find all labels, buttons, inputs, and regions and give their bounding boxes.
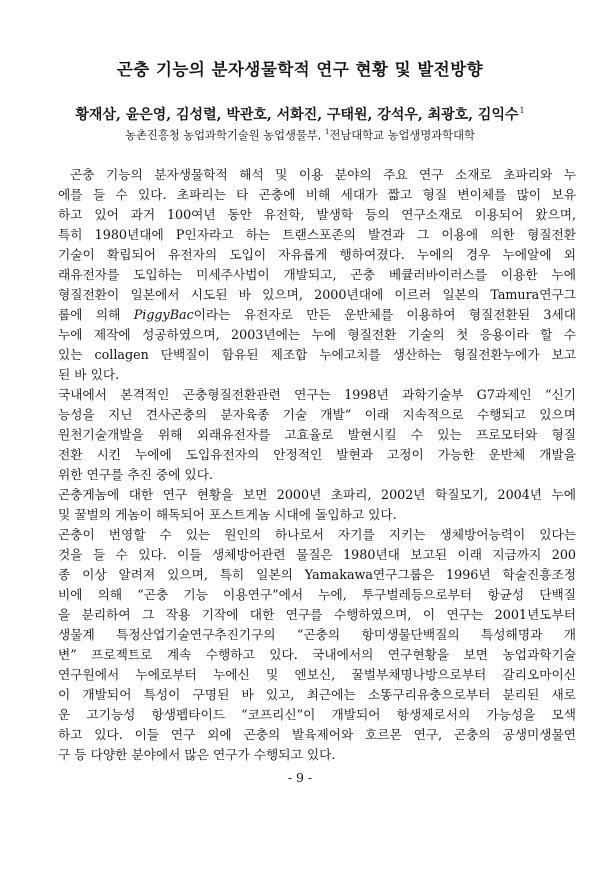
body-line: 하고 있다. 이들 연구 외에 곤충의 발육제어와 호르몬 연구, 곤충의 공생미생물연 [58,727,576,742]
body-line: 연구원에서 누에로부터 누에신 및 엔보신, 꿀벌부채명나방으로부터 갈리오마이신 [58,667,576,682]
body-line: 곤충게놈에 대한 연구 현황을 보면 2000년 초파리, 2002년 학질모기, 2004년 누에 [58,487,576,502]
body-line: 누에 제작에 성공하였으며, 2003년에는 누에 형질전환 기술의 첫 응용이라 할 수 [58,327,576,342]
body-line: 생물계 특정산업기술연구추진기구의 “곤충의 항미생물단백질의 특성해명과 개 [58,627,576,642]
body-line: 종 이상 알려져 있으며, 특히 일본의 Yamakawa연구그룹은 1996년 학술진흥조정 [58,567,576,582]
body-line: 전환 시킨 누에에 도입유전자의 안정적인 발현과 고정이 가능한 운반체 개발을 [58,447,576,462]
body-line: 기술이 확립되어 유전자의 도입이 자유롭게 행하여졌다. 누에의 경우 누에알에 외 [58,247,576,262]
body-line: 변” 프로젝트로 계속 수행하고 있다. 국내에서의 연구현황을 보면 농업과학기술 [58,647,576,662]
body-line: 을 분리하여 그 작용 기작에 대한 연구를 수행하였으며, 이 연구는 2001년도부터 [58,607,576,622]
body-line: 원천기술개발을 위해 외래유전자를 고효율로 발현시킬 수 있는 프로모터와 형질 [58,427,576,442]
body-line: 곤충이 번영할 수 있는 원인의 하나로서 자기를 지키는 생체방어능력이 있다는 [58,527,576,542]
affiliation [0,127,600,143]
body-line: 비에 의해 “곤충 기능 이용연구”에서 누에, 투구벌레등으로부터 항균성 단백질 [58,587,576,602]
body-line: 능성을 지닌 견사곤충의 분자육종 기술 개발” 이래 지속적으로 수행되고 있으며 [58,407,576,422]
author-names: 황재삼, 윤은영, 김성렬, 박관호, 서화진, 구태원, 강석우, 최광호, 김익수 [75,107,519,123]
body-line: 에를 들 수 있다. 초파리는 타 곤충에 비해 세대가 짧고 형질 변이체를 많이 보유 [58,187,576,202]
body-line: 래유전자를 도입하는 미세주사법이 개발되고, 곤충 베큘러바이러스를 이용한 누에 [58,267,576,282]
author-list [0,104,600,124]
body-line-tail: 이라는 유전자로 만든 운반체를 이용하여 형질전환된 3세대 [193,307,576,322]
body-line: 있는 collagen 단백질이 함유된 제조합 누에고치를 생산하는 형질전환누에가 보고 [58,347,576,362]
affiliation-primary: 농촌진흥청 농업과학기술원 농업생물부, [125,129,325,142]
affiliation-mark: 1 [324,128,330,137]
body-line: 곤충 기능의 분자생물학적 해석 및 이용 분야의 주요 연구 소재로 초파리와 누 [70,167,576,182]
body-line: 형질전환이 일본에서 시도된 바 있으며, 2000년대에 이르러 일본의 Tamura연구그 [58,287,576,302]
body-line: 위한 연구를 추진 중에 있다. [58,467,213,482]
body-line: 운 고기능성 항생펩타이드 “코프리신”이 개발되어 항생제로서의 가능성을 모색 [58,707,576,722]
body-line: 된 바 있다. [58,367,120,382]
body-text [58,165,576,765]
body-line: 것을 들 수 있다. 이들 생체방어관련 물질은 1980년대 보고된 이래 지금까지 200 [58,547,576,562]
affiliation-secondary: 전남대학교 농업생명과학대학 [329,129,475,142]
body-line-head: 룹에 의해 [58,307,134,322]
body-line: 및 꿀벌의 게놈이 해독되어 포스트게놈 시대에 돌입하고 있다. [58,507,397,522]
paper-title: 곤충 기능의 분자생물학적 연구 현황 및 발전방향 [116,60,484,79]
page-number: - 9 - [287,770,313,785]
body-line: 이 개발되어 특성이 구명된 바 있고, 최근에는 소똥구리유충으로부터 분리된 새로 [58,687,576,702]
body-line: 특히 1980년대에 P인자라고 하는 트랜스포존의 발견과 그 이용에 의한 형질전환 [58,227,576,242]
body-line: 국내에서 본격적인 곤충형질전환관련 연구는 1998년 과학기술부 G7과제인 “신기 [58,387,576,402]
body-line: 구 등 다양한 분야에서 많은 연구가 수행되고 있다. [58,747,336,762]
author-affiliation-mark: 1 [519,106,525,116]
body-line: 하고 있어 과거 100여년 동안 유전학, 발생학 등의 연구소재로 이용되어 왔으며, [58,207,576,222]
piggybac-term: PiggyBac [133,307,194,322]
body-line-piggybac [58,305,576,325]
